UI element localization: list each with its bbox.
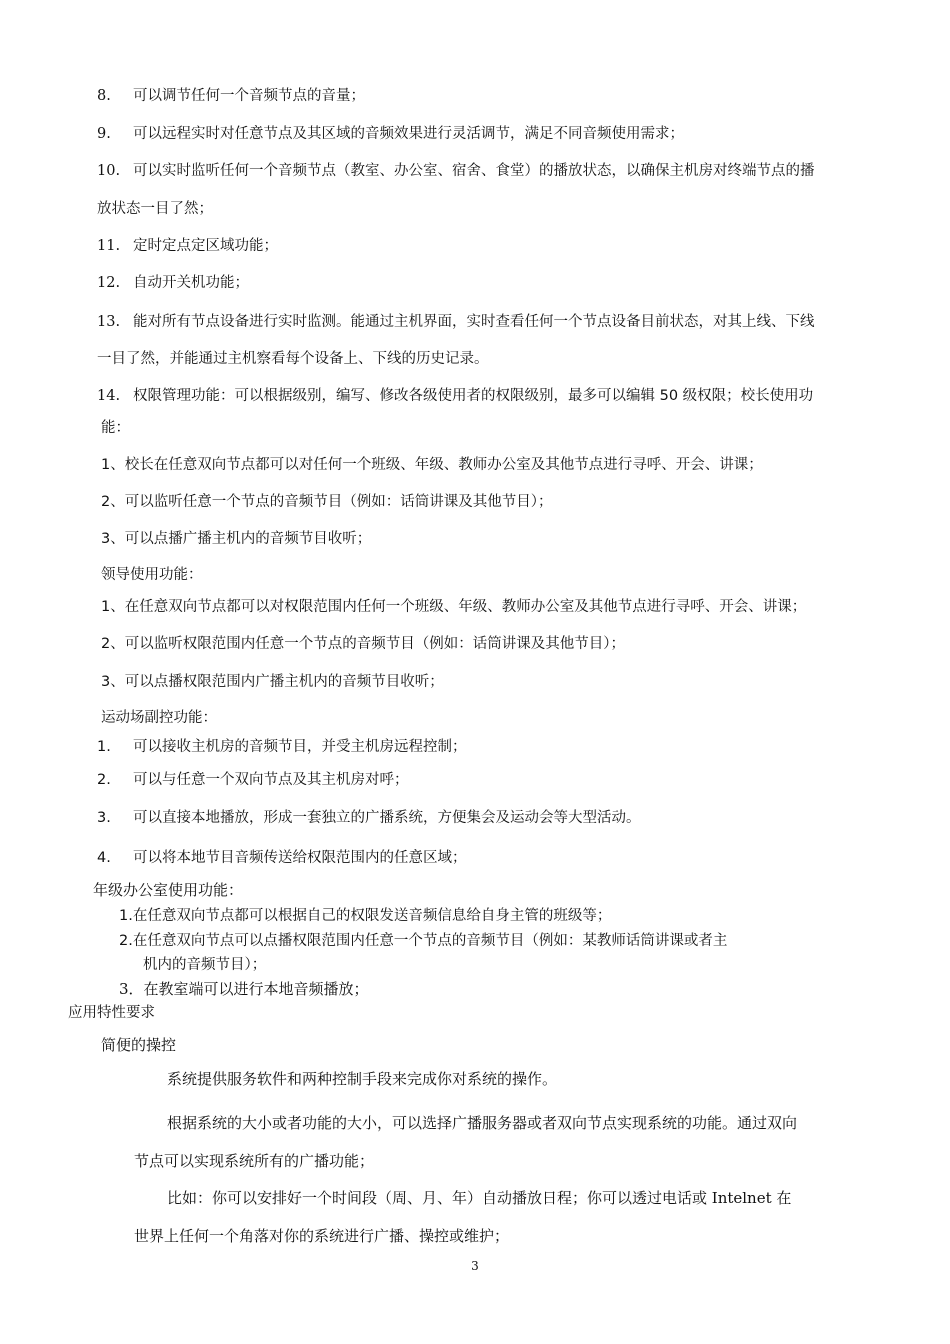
principal-item-2: 2、可以监听任意一个节点的音频节目（例如：话筒讲课及其他节目）； [101, 494, 553, 510]
list-item-8: 8. 可以调节任何一个音频节点的音量； [97, 88, 365, 104]
paragraph-2: 根据系统的大小或者功能的大小，可以选择广播服务器或者双向节点实现系统的功能。通过双向 [167, 1114, 798, 1132]
list-item-14-continued: 能： [101, 420, 130, 436]
paragraph-3: 比如：你可以安排好一个时间段（周、月、年）自动播放日程；你可以透过电话或 Intelnet 在 [167, 1189, 792, 1207]
subsection-title: 简便的操控 [101, 1036, 177, 1054]
leader-heading: 领导使用功能： [101, 567, 203, 583]
paragraph-2-continued: 节点可以实现系统所有的广播功能； [134, 1152, 375, 1170]
list-item-14: 14. 权限管理功能：可以根据级别，编写、修改各级使用者的权限级别，最多可以编辑 50 级权限；校长使用功 [97, 388, 814, 404]
leader-item-3: 3、可以点播权限范围内广播主机内的音频节目收听； [101, 674, 444, 690]
list-item-11: 11. 定时定点定区域功能； [97, 238, 278, 254]
paragraph-1: 系统提供服务软件和两种控制手段来完成你对系统的操作。 [167, 1070, 558, 1088]
principal-item-3: 3、可以点播广播主机内的音频节目收听； [101, 531, 372, 547]
list-item-12: 12. 自动开关机功能； [97, 275, 249, 291]
leader-item-2: 2、可以监听权限范围内任意一个节点的音频节目（例如：话筒讲课及其他节目）； [101, 636, 625, 652]
sports-item-4: 4. 可以将本地节目音频传送给权限范围内的任意区域； [97, 850, 467, 866]
grade-item-1: 1.在任意双向节点都可以根据自己的权限发送音频信息给自身主管的班级等； [119, 908, 612, 924]
section-title: 应用特性要求 [68, 1005, 155, 1021]
sports-item-1: 1. 可以接收主机房的音频节目，并受主机房远程控制； [97, 739, 467, 755]
grade-item-3: 3．在教室端可以进行本地音频播放； [119, 980, 369, 998]
sports-heading: 运动场副控功能： [101, 710, 217, 726]
list-item-13: 13. 能对所有节点设备进行实时监测。能通过主机界面，实时查看任何一个节点设备目前状态，对其上线、下线 [97, 314, 815, 330]
leader-item-1: 1、在任意双向节点都可以对权限范围内任何一个班级、年级、教师办公室及其他节点进行寻呼、开会、讲课； [101, 599, 807, 615]
grade-heading: 年级办公室使用功能： [93, 881, 244, 899]
list-item-13-continued: 一目了然，并能通过主机察看每个设备上、下线的历史记录。 [97, 351, 489, 367]
sports-item-2: 2. 可以与任意一个双向节点及其主机房对呼； [97, 772, 409, 788]
list-item-9: 9. 可以远程实时对任意节点及其区域的音频效果进行灵活调节，满足不同音频使用需求； [97, 126, 684, 142]
list-item-10: 10. 可以实时监听任何一个音频节点（教室、办公室、宿舍、食堂）的播放状态，以确保主机房对终端节点的播 [97, 163, 815, 179]
grade-item-2: 2.在任意双向节点可以点播权限范围内任意一个节点的音频节目（例如：某教师话筒讲课或者主 [119, 933, 728, 949]
principal-item-1: 1、校长在任意双向节点都可以对任何一个班级、年级、教师办公室及其他节点进行寻呼、开会、讲课； [101, 457, 763, 473]
grade-item-2-continued: 机内的音频节目）； [143, 957, 267, 973]
page-number: 3 [471, 1259, 479, 1273]
paragraph-3-continued: 世界上任何一个角落对你的系统进行广播、操控或维护； [134, 1227, 510, 1245]
sports-item-3: 3. 可以直接本地播放，形成一套独立的广播系统，方便集会及运动会等大型活动。 [97, 810, 641, 826]
list-item-10-continued: 放状态一目了然； [97, 201, 213, 217]
